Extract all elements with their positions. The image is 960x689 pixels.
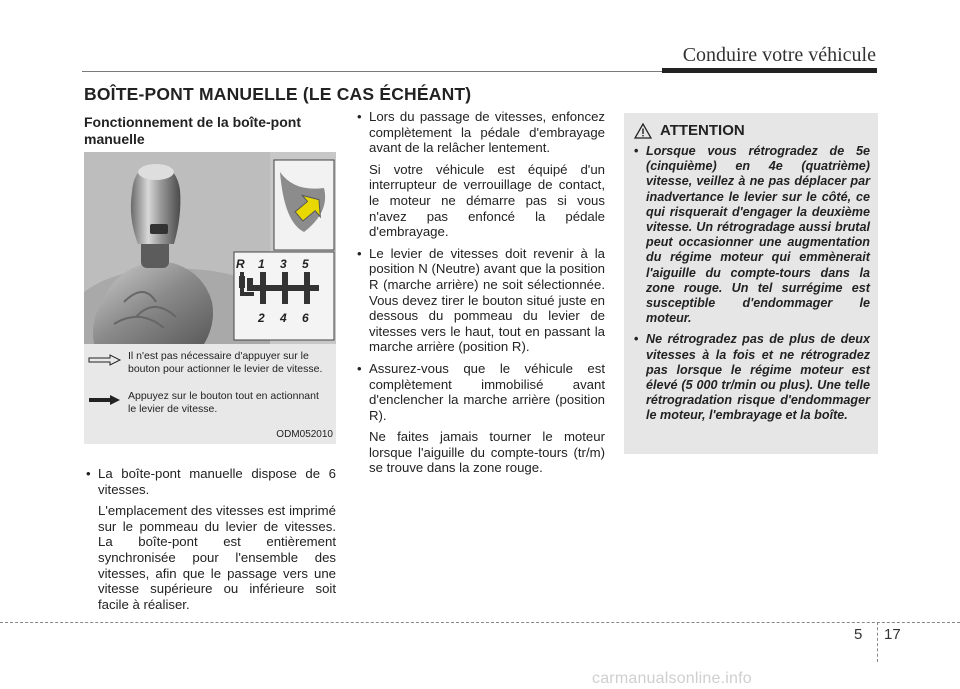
- shift-label-R: R: [236, 257, 245, 271]
- chapter-title: Conduire votre véhicule: [682, 44, 876, 66]
- header-rule: [82, 71, 662, 72]
- figure-code: ODM052010: [276, 429, 333, 440]
- footer-rule: [0, 622, 960, 623]
- subheading: Fonctionnement de la boîte-pont manuelle: [84, 114, 301, 147]
- warning-triangle-icon: [634, 123, 652, 139]
- gear-shift-figure: [84, 152, 336, 444]
- figure-legend: [84, 344, 336, 444]
- column1-body: [84, 466, 336, 612]
- chapter-number: 5: [854, 626, 863, 643]
- list-item: • La boîte-pont manuelle dispose de 6 vitesses.: [84, 466, 336, 497]
- header-rule-thick: [662, 68, 877, 73]
- shift-label-1: 1: [258, 257, 265, 271]
- shift-label-2: 2: [258, 311, 265, 325]
- paragraph: L'emplacement des vitesses est imprimé sur le pommeau du levier de vitesses. La boîte-pont est entièrement synchronisée pour l'ensemble des vitesses, afin que le passage vers une vitesse supérieure ou inférieure soit facile à réaliser.: [98, 503, 336, 612]
- section-title: BOÎTE-PONT MANUELLE (LE CAS ÉCHÉANT): [84, 84, 472, 104]
- paragraph: Si votre véhicule est équipé d'un interrupteur de verrouillage de contact, le moteur ne démarre pas si vous n'avez pas enfoncé la pédale d'embrayage.: [369, 161, 605, 240]
- page-number: 17: [884, 626, 901, 643]
- warning-box: [624, 113, 878, 454]
- gear-shift-illustration: [84, 152, 336, 344]
- column2-body: [355, 109, 605, 476]
- warning-item: • Lorsque vous rétrogradez de 5e (cinquième) en 4e (quatrième) vitesse, veillez à ne pas déplacer par inadvertance le levier sur le côté, ce qui risquerait d'engager la deuxième vitesse. Un rétrogradage aussi brutal peut occasionner une augmentation du régime moteur qui emmènerait l'aiguille du compte-tours dans la zone rouge. Un tel surrégime est susceptible d'endommager le moteur.: [632, 144, 870, 326]
- footer-divider: [877, 622, 878, 662]
- warning-item: • Ne rétrogradez pas de plus de deux vitesses à la fois et ne rétrogradez pas lorsque le régime moteur est élevé (5 000 tr/min ou plus). Une telle rétrogradation risque d'endommager le moteur, l'embrayage et la boîte.: [632, 332, 870, 423]
- warning-heading: [634, 122, 745, 139]
- warning-title: ATTENTION: [660, 122, 745, 139]
- solid-arrow-icon: [88, 394, 122, 406]
- list-item: • Assurez-vous que le véhicule est complètement immobilisé avant d'enclencher la marche arrière (position R).: [355, 361, 605, 423]
- shift-label-4: 4: [280, 311, 287, 325]
- shift-label-6: 6: [302, 311, 309, 325]
- legend-text-1: Il n'est pas nécessaire d'appuyer sur le bouton pour actionner le levier de vitesse.: [128, 350, 323, 375]
- legend-text-2: Appuyez sur le bouton tout en actionnant le levier de vitesse.: [128, 390, 319, 415]
- watermark: carmanualsonline.info: [592, 670, 752, 687]
- list-item: • Le levier de vitesses doit revenir à la position N (Neutre) avant que la position R (marche arrière) ne soit sélectionnée. Vous devez tirer le bouton situé juste en dessous du pommeau du levier de vitesses vers le haut, tout en passant la marche arrière (position R).: [355, 246, 605, 355]
- shift-label-3: 3: [280, 257, 287, 271]
- warning-body: [632, 144, 870, 424]
- paragraph: Ne faites jamais tourner le moteur lorsque l'aiguille du compte-tours (tr/m) se trouve dans la zone rouge.: [369, 429, 605, 476]
- list-item: • Lors du passage de vitesses, enfoncez complètement la pédale d'embrayage avant de la relâcher lentement.: [355, 109, 605, 156]
- shift-label-5: 5: [302, 257, 309, 271]
- outline-arrow-icon: [88, 354, 122, 366]
